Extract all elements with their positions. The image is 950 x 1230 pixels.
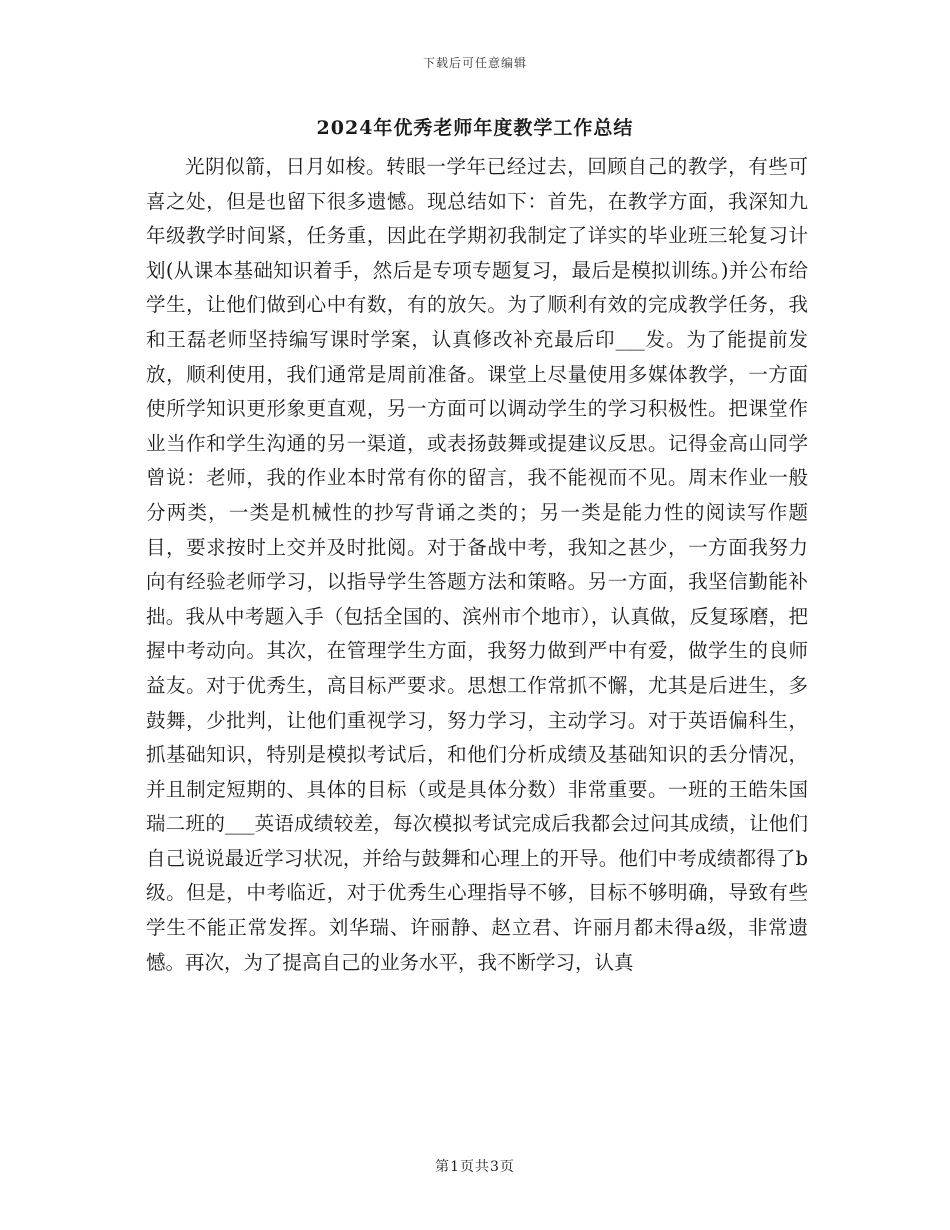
page-number: 第1页共3页 bbox=[435, 1159, 515, 1175]
download-note: 下载后可任意编辑 bbox=[422, 56, 527, 70]
document-title: 2024年优秀老师年度教学工作总结 bbox=[316, 117, 634, 139]
document-body-paragraph: 光阴似箭，日月如梭。转眼一学年已经过去，回顾自己的教学，有些可喜之处，但是也留下很多遗憾。现总结如下：首先，在教学方面，我深知九年级教学时间紧，任务重，因此在学期初我制定了详实的毕业班三轮复习计划(从课本基础知识着手，然后是专项专题复习，最后是模拟训练。)并公布给学生，让他们做到心中有数，有的放矢。为了顺利有效的完成教学任务，我和王磊老师坚持编写课时学案，认真修改补充最后印___发。为了能提前发放，顺利使用，我们通常是周前准备。课堂上尽量使用多媒体教学，一方面使所学知识更形象更直观，另一方面可以调动学生的学习积极性。把课堂作业当作和学生沟通的另一渠道，或表扬鼓舞或提建议反思。记得金高山同学曾说：老师，我的作业本时常有你的留言，我不能视而不见。周末作业一般分两类，一类是机械性的抄写背诵之类的；另一类是能力性的阅读写作题目，要求按时上交并及时批阅。对于备战中考，我知之甚少，一方面我努力向有经验老师学习，以指导学生答题方法和策略。另一方面，我坚信勤能补拙。我从中考题入手（包括全国的、滨州市个地市），认真做，反复琢磨，把握中考动向。其次，在管理学生方面，我努力做到严中有爱，做学生的良师益友。对于优秀生，高目标严要求。思想工作常抓不懈，尤其是后进生，多鼓舞，少批判，让他们重视学习，努力学习，主动学习。对于英语偏科生，抓基础知识，特别是模拟考试后，和他们分析成绩及基础知识的丢分情况，并且制定短期的、具体的目标（或是具体分数）非常重要。一班的王皓朱国瑞二班的___英语成绩较差，每次模拟考试完成后我都会过问其成绩，让他们自己说说最近学习状况，并给与鼓舞和心理上的开导。他们中考成绩都得了b级。但是，中考临近，对于优秀生心理指导不够，目标不够明确，导致有些学生不能正常发挥。刘华瑞、许丽静、赵立君、许丽月都未得a级，非常遗憾。再次，为了提高自己的业务水平，我不断学习，认真 bbox=[146, 155, 808, 974]
